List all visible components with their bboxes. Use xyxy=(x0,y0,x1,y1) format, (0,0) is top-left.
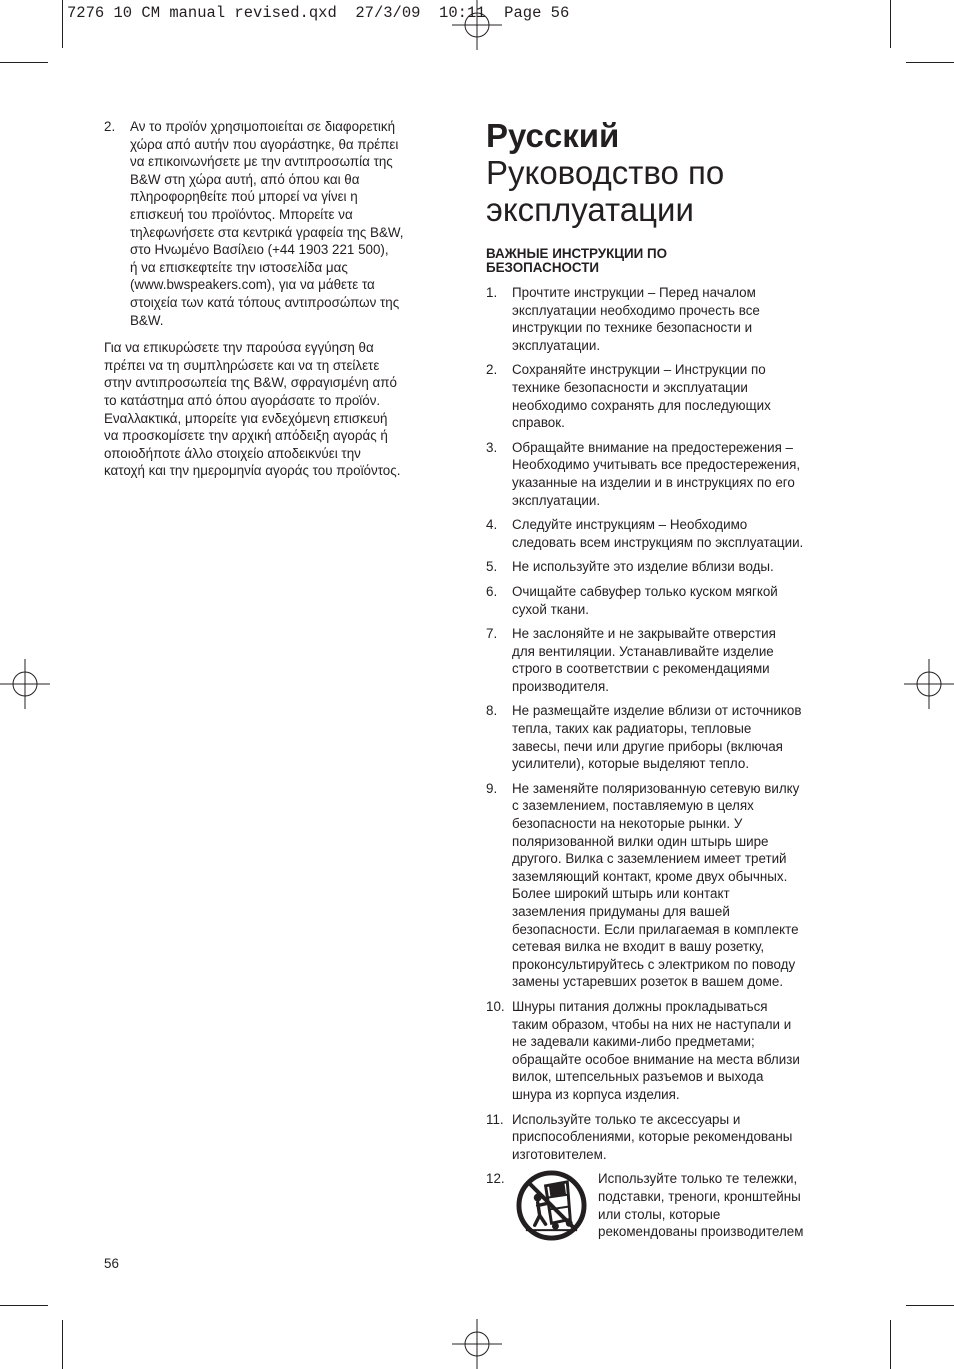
text-line: эксплуатации. xyxy=(512,492,601,508)
text-line: Αν το προϊόν χρησιμοποιείται σε διαφορετική xyxy=(130,119,396,134)
item-number: 2. xyxy=(486,362,498,378)
list-item xyxy=(486,284,858,354)
text-line: κατοχή και την ημερομηνία αγοράς του προϊόντος. xyxy=(104,463,401,479)
print-slug: 7276 10 CM manual revised.qxd 27/3/09 10:11 Page 56 xyxy=(67,4,570,22)
list-item xyxy=(486,361,858,431)
item-text xyxy=(130,118,470,329)
left-column xyxy=(104,118,470,487)
text-line: στην αντιπροσωπεία της B&W, σφραγισμένη από xyxy=(104,375,397,391)
text-line: обращайте особое внимание на места вблизи xyxy=(512,1051,800,1067)
text-line: безопасности на некоторые рынки. У xyxy=(512,816,743,832)
text-line: Очищайте сабвуфер только куском мягкой xyxy=(512,583,778,599)
text-line: Не заменяйте поляризованную сетевую вилку xyxy=(512,780,800,796)
text-line: (www.bwspeakers.com), για να μάθετε τα xyxy=(130,277,375,293)
crop-mark xyxy=(0,1305,48,1306)
list-item xyxy=(486,439,858,509)
text-line: подставки, треноги, кронштейны xyxy=(598,1188,801,1204)
item-number: 1. xyxy=(486,285,498,300)
registration-mark-icon xyxy=(904,659,954,709)
text-line: замены устаревших розеток в вашем доме. xyxy=(512,974,784,990)
section-heading xyxy=(486,247,858,275)
text-line: το κατάστημα από όπου αγοράσατε το προϊόν. xyxy=(104,392,381,408)
text-line: Εναλλακτικά, μπορείτε για ενδεχόμενη επισκευή xyxy=(104,410,388,426)
text-line: Прочтите инструкции – Перед началом xyxy=(512,285,756,300)
text-line: τηλεφωνήσετε στα κεντρικά γραφεία της B&W, xyxy=(130,224,404,240)
text-line: завесы, печи или другие приборы (включая xyxy=(512,738,783,754)
list-item xyxy=(486,1111,858,1164)
item-number: 5. xyxy=(486,559,498,575)
text-line: Шнуры питания должны прокладываться xyxy=(512,998,768,1014)
text-line: строго в соответствии с рекомендациями xyxy=(512,661,770,677)
text-line: вилок, штепсельных разъемов и выхода xyxy=(512,1069,764,1085)
text-line: заземляющий контакт, кроме двух обычных. xyxy=(512,868,788,884)
text-line: να επικοινωνήσετε με την αντιπροσωπία της xyxy=(130,154,393,170)
list-item xyxy=(486,583,858,618)
warranty-paragraph xyxy=(104,339,470,480)
text-line: επισκευή του προϊόντος. Μπορείτε να xyxy=(130,206,353,222)
item-number: 2. xyxy=(104,119,116,134)
item-number: 9. xyxy=(486,780,498,796)
text-line: необходимо сохранять для последующих xyxy=(512,397,771,413)
text-line: сетевая вилка не входит в вашу розетку, xyxy=(512,939,765,955)
text-line: шнура из корпуса изделия. xyxy=(512,1086,680,1102)
text-line: безопасности. Если прилагаемая в комплекте xyxy=(512,921,799,937)
text-line: технике безопасности и эксплуатации xyxy=(512,379,748,395)
right-column xyxy=(486,118,858,1242)
text-line: инструкции по технике безопасности и xyxy=(512,320,753,336)
list-item-cart-warning xyxy=(486,1170,858,1242)
list-item xyxy=(104,118,470,329)
text-line: Более широкий штырь или контакт xyxy=(512,886,730,902)
text-line: στοιχεία των κατά τόπους αντιπροσώπων της xyxy=(130,294,400,310)
text-line: ή να επισκεφτείτε την ιστοσελίδα μας xyxy=(130,259,348,275)
crop-mark xyxy=(906,1305,954,1306)
item-number: 10. xyxy=(486,998,505,1014)
text-line: να προσκομίσετε την αρχική απόδειξη αγοράς ή xyxy=(104,428,388,444)
item-number: 8. xyxy=(486,703,498,719)
text-line: сухой ткани. xyxy=(512,601,589,617)
text-line: Не заслоняйте и не закрывайте отверстия xyxy=(512,626,776,642)
text-line: Не используйте это изделие вблизи воды. xyxy=(512,559,774,575)
registration-mark-icon xyxy=(0,659,50,709)
text-line: приспособлениями, которые рекомендованы xyxy=(512,1129,793,1145)
text-line: Следуйте инструкциям – Необходимо xyxy=(512,517,748,533)
item-number: 4. xyxy=(486,517,498,533)
text-line: Για να επικυρώσετε την παρούσα εγγύηση θα xyxy=(104,340,374,356)
item-number: 3. xyxy=(486,439,498,455)
text-line: στο Ηνωμένο Βασίλειο (+44 1903 221 500), xyxy=(130,242,389,258)
page-number: 56 xyxy=(104,1256,119,1271)
text-line: производителя. xyxy=(512,678,609,694)
text-line: изготовителем. xyxy=(512,1146,607,1162)
text-line: Обращайте внимание на предостережения – xyxy=(512,439,794,455)
text-line: Сохраняйте инструкции – Инструкции по xyxy=(512,362,766,378)
text-line: следовать всем инструкциям по эксплуатации. xyxy=(512,534,804,550)
heading-line: ВАЖНЫЕ ИНСТРУКЦИИ ПО xyxy=(486,246,668,261)
crop-mark xyxy=(890,1320,891,1369)
item-number: 6. xyxy=(486,583,498,599)
crop-mark xyxy=(890,0,891,48)
text-line: справок. xyxy=(512,415,565,431)
text-line: проконсультируйтесь с электриком по поводу xyxy=(512,956,796,972)
item-number: 7. xyxy=(486,626,498,642)
text-line: для вентиляции. Устанавливайте изделие xyxy=(512,643,774,659)
heading-line: БЕЗОПАСНОСТИ xyxy=(486,260,600,275)
text-line: поляризованной вилки один штырь шире xyxy=(512,833,769,849)
text-line: или столы, которые xyxy=(598,1206,721,1222)
text-line: Не размещайте изделие вблизи от источников xyxy=(512,703,802,719)
text-line: рекомендованы производителем xyxy=(598,1224,804,1240)
text-line: Используйте только те аксессуары и xyxy=(512,1111,741,1127)
title-line: эксплуатации xyxy=(486,191,694,228)
text-line: Используйте только те тележки, xyxy=(598,1171,798,1187)
list-item xyxy=(486,516,858,551)
list-item xyxy=(486,558,858,576)
text-line: эксплуатации. xyxy=(512,337,601,353)
text-line: B&W. xyxy=(130,312,164,328)
page-title xyxy=(486,154,858,228)
text-line: οποιοδήποτε άλλο στοιχείο αποδεικνύει την xyxy=(104,445,361,461)
item-number: 11. xyxy=(486,1111,504,1127)
text-line: заземления придуманы для вашей xyxy=(512,904,730,919)
list-item xyxy=(486,780,858,991)
crop-mark xyxy=(62,1320,63,1369)
title-line: Руководство по xyxy=(486,154,725,191)
crop-mark xyxy=(62,0,63,48)
crop-mark xyxy=(906,62,954,63)
cart-tip-over-warning-icon xyxy=(516,1170,587,1241)
list-item xyxy=(486,702,858,772)
crop-mark xyxy=(0,62,48,63)
item-number: 12. xyxy=(486,1171,505,1187)
text-line: не задевали какими-либо предметами; xyxy=(512,1034,755,1050)
text-line: πληροφορηθείτε πού μπορεί να γίνει η xyxy=(130,189,358,205)
text-line: другого. Вилка с заземлением имеет третий xyxy=(512,851,787,867)
text-line: πρέπει να τη συμπληρώσετε και να τη στείλετε xyxy=(104,357,380,373)
list-item xyxy=(486,998,858,1104)
registration-mark-icon xyxy=(452,1319,502,1369)
list-item xyxy=(486,625,858,695)
text-line: с заземлением, поставляемую в целях xyxy=(512,798,754,814)
text-line: усилители), которые выделяют тепло. xyxy=(512,756,750,772)
text-line: тепла, таких как радиаторы, тепловые xyxy=(512,721,752,737)
language-title: Русский xyxy=(486,117,620,154)
text-line: B&W στη χώρα αυτή, από όπου και θα xyxy=(130,171,360,187)
text-line: Необходимо учитывать все предостережения, xyxy=(512,457,801,473)
text-line: χώρα από αυτήν που αγοράστηκε, θα πρέπει xyxy=(130,136,399,152)
text-line: таким образом, чтобы на них не наступали и xyxy=(512,1016,792,1032)
text-line: эксплуатации необходимо прочесть все xyxy=(512,302,760,318)
text-line: указанные на изделии и в инструкциях по его xyxy=(512,474,795,490)
